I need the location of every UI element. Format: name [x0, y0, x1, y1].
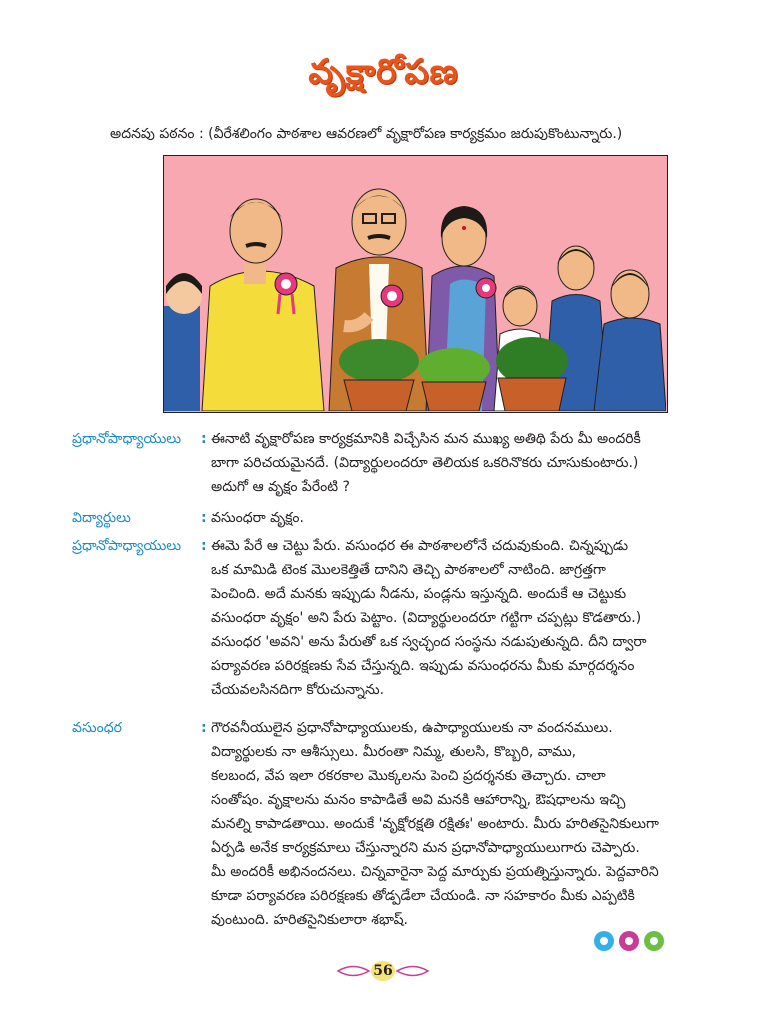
potted-plant-3	[496, 337, 568, 411]
speaker-label: విద్యార్థులు	[72, 510, 131, 526]
colon-separator: :	[201, 510, 207, 526]
girl-left-figure	[164, 273, 202, 411]
speech-line: వుంటుంది. హరితసైనికులారా శభాష్.	[211, 912, 409, 928]
speaker-label: ప్రధానోపాధ్యాయులు	[72, 431, 182, 447]
potted-plant-2	[418, 348, 490, 411]
speech-line: వసుంధరా వృక్షం.	[211, 510, 304, 526]
colon-separator: :	[201, 538, 207, 554]
speech-block	[211, 534, 661, 702]
colon-separator: :	[201, 431, 207, 447]
speech-block	[211, 506, 661, 530]
speaker-label: ప్రధానోపాధ్యాయులు	[72, 538, 182, 554]
speech-line: కలబంద, వేప ఇలా రకరకాల మొక్కలను పెంచి ప్రదర్శనకు తెచ్చారు. చాలా	[211, 768, 606, 784]
speech-line: మనల్ని కాపాడతాయి. అందుకే 'వృక్షోరక్షతి రక్షితః' అంటారు. మీరు హరితసైనికులుగా	[211, 816, 659, 832]
decorative-flowers	[593, 930, 665, 952]
page-number-ornament	[333, 960, 433, 982]
speech-line: మీ అందరికీ అభినందనలు. చిన్నవారైనా పెద్ద మార్పుకు ప్రయత్నిస్తున్నారు. పెద్దవారిని	[211, 864, 659, 880]
page-number: 56	[373, 963, 393, 979]
speech-line: పర్యావరణ పరిరక్షణకు సేవ చేస్తున్నది. ఇప్పుడు వసుంధరను మీకు మార్గదర్శనం	[211, 658, 635, 674]
additional-reading-note: అదనపు పఠనం : (వీరేశలింగం పాఠశాల ఆవరణలో వృక్షారోపణ కార్యక్రమం జరుపుకొంటున్నారు.)	[110, 126, 623, 142]
speech-line: గౌరవనీయులైన ప్రధానోపాధ్యాయులకు, ఉపాధ్యాయులకు నా వందనములు.	[211, 720, 613, 736]
colon-separator: :	[201, 720, 207, 736]
speech-line: బాగా పరిచయమైనదే. (విద్యార్థులందరూ తెలియక ఒకరినొకరు చూసుకుంటారు.)	[211, 455, 639, 471]
speech-line: ఈనాటి వృక్షారోపణ కార్యక్రమానికి విచ్చేసిన మన ముఖ్య అతిథి పేరు మీ అందరికీ	[211, 431, 641, 447]
speech-line: పెంచింది. అదే మనకు ఇప్పుడు నీడను, పండ్లను ఇస్తున్నది. అందుకే ఆ చెట్టుకు	[211, 586, 627, 602]
speech-line: విద్యార్థులకు నా ఆశీస్సులు. మీరంతా నిమ్మ, తులసి, కొబ్బరి, వాము,	[211, 744, 577, 760]
flower-icon	[594, 931, 614, 951]
speech-line: చేయవలసినదిగా కోరుచున్నాను.	[211, 682, 385, 698]
flower-icon	[619, 931, 639, 951]
potted-plant-1	[339, 339, 419, 411]
speech-line: కూడా పర్యావరణ పరిరక్షణకు తోడ్పడేలా చేయండి. నా సహకారం మీకు ఎప్పటికి	[211, 888, 635, 904]
speech-line: ఏర్పడి అనేక కార్యక్రమాలు చేస్తున్నారని మన ప్రధానోపాధ్యాయులుగారు చెప్పారు.	[211, 840, 640, 856]
speech-block	[211, 427, 661, 499]
page-title: వృక్షారోపణ	[308, 52, 459, 92]
speech-line: అదుగో ఆ వృక్షం పేరేంటి ?	[211, 479, 350, 495]
speech-block	[211, 716, 661, 932]
speech-line: వసుంధర 'అవని' అను పేరుతో ఒక స్వచ్ఛంద సంస్థను నడుపుతున్నది. దీని ద్వారా	[211, 634, 647, 650]
tree-planting-illustration	[163, 155, 668, 413]
speech-line: వసుంధరా వృక్షం' అని పేరు పెట్టాం. (విద్యార్థులందరూ గట్టిగా చప్పట్లు కొడతారు.)	[211, 610, 642, 626]
speech-line: ఈమె పేరే ఆ చెట్టు పేరు. వసుంధర ఈ పాఠశాలలోనే చదువుకుంది. చిన్నప్పుడు	[211, 538, 629, 554]
speech-line: ఒక మామిడి టెంక మొలకెత్తితే దానిని తెచ్చి పాఠశాలలో నాటింది. జాగ్రత్తగా	[211, 562, 606, 578]
flower-icon	[644, 931, 664, 951]
speaker-label: వసుంధర	[72, 720, 122, 736]
speech-line: సంతోషం. వృక్షాలను మనం కాపాడితే అవి మనకి ఆహారాన్ని, ఔషధాలను ఇచ్చి	[211, 792, 626, 808]
